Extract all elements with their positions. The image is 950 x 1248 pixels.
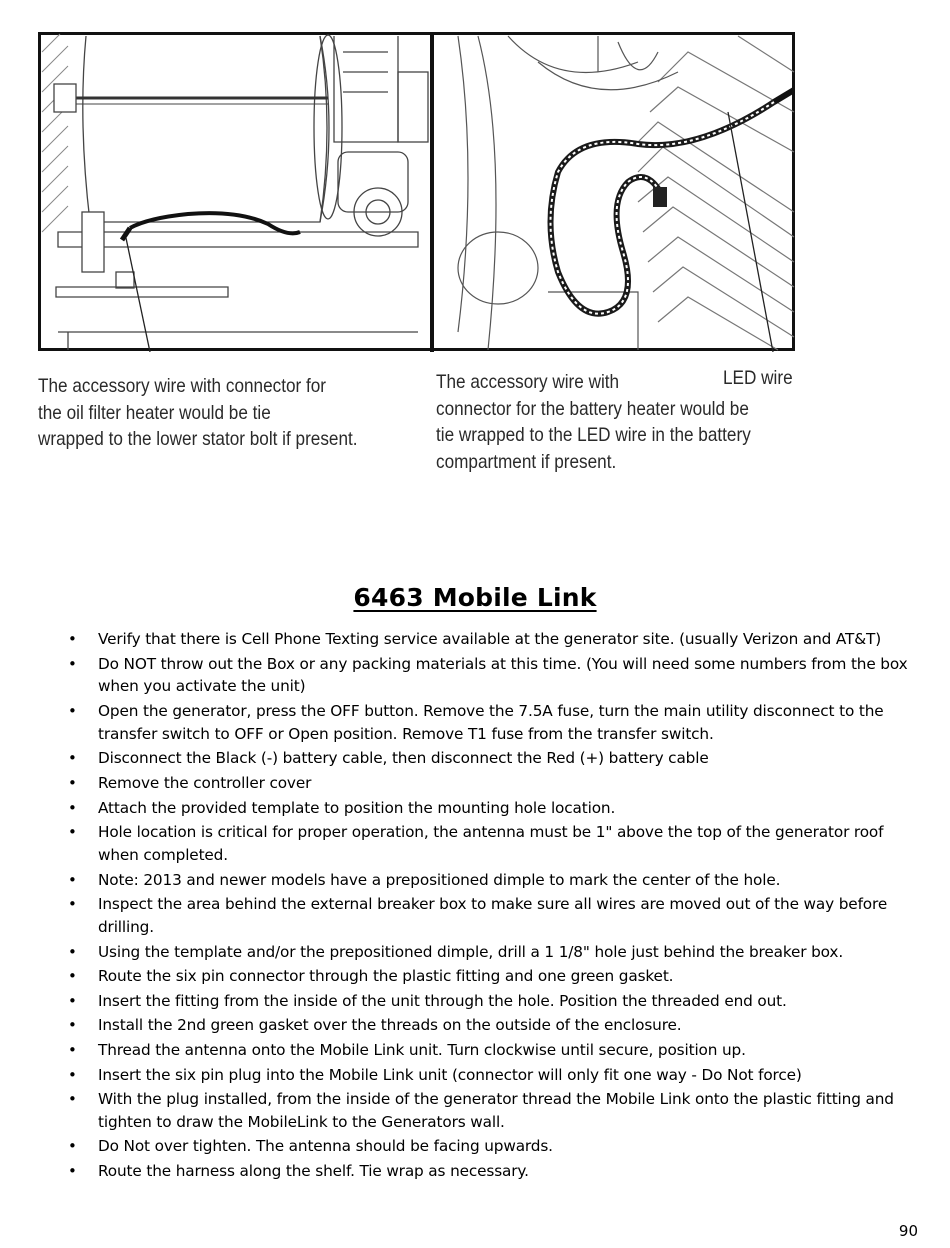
led-wire-label: LED wire (723, 367, 793, 389)
list-item: • Install the 2nd green gasket over the threads on the outside of the enclosure. (68, 1016, 682, 1035)
battery-heater-caption: The accessory wire with connector for the battery heater would be tie wrapped to the LED wire in the battery compartment if present. (436, 371, 751, 473)
oil-heater-caption: The accessory wire with connector for the oil filter heater would be tie wrapped to the lower stator bolt if present. (38, 375, 358, 450)
list-item: • Verify that there is Cell Phone Texting service available at the generator site. (usually Verizon and AT&T) (68, 630, 882, 648)
list-item: • Using the template and/or the prepositioned dimple, drill a 1 1/8" hole just behind the breaker box. (68, 942, 844, 961)
list-item: • Do NOT throw out the Box or any packing materials at this time. (You will need some numbers from the box when you activate the unit) (68, 654, 908, 696)
list-item: • Route the harness along the shelf. Tie wrap as necessary. (68, 1162, 529, 1181)
page-number: 90 (898, 1222, 918, 1240)
list-item: • Do Not over tighten. The antenna should be facing upwards. (68, 1137, 553, 1156)
list-item: • Open the generator, press the OFF button. Remove the 7.5A fuse, turn the main utility disconnect to the transfer switch to OFF or Open position. Remove T1 fuse from the transfer switch. (68, 701, 884, 743)
list-item: • Hole location is critical for proper operation, the antenna must be 1" above the top of the generator roof when completed. (68, 823, 884, 864)
list-item: • Route the six pin connector through the plastic fitting and one green gasket. (68, 967, 674, 986)
section-title: 6463 Mobile Link (353, 582, 597, 612)
list-item: • Note: 2013 and newer models have a prepositioned dimple to mark the center of the hole. (68, 870, 781, 889)
list-item: • Insert the fitting from the inside of the unit through the hole. Position the threaded end out. (68, 991, 787, 1010)
list-item: • Thread the antenna onto the Mobile Link unit. Turn clockwise until secure, position up. (68, 1040, 746, 1059)
generator-illustration (38, 32, 795, 352)
list-item: • Inspect the area behind the external breaker box to make sure all wires are moved out of the way before drilling. (68, 895, 888, 936)
list-item: • With the plug installed, from the inside of the generator thread the Mobile Link onto the plastic fitting and tighten to draw the MobileLink to the Generators wall. (68, 1090, 894, 1131)
list-item: • Disconnect the Black (-) battery cable, then disconnect the Red (+) battery cable (68, 749, 709, 768)
instruction-list (0, 628, 950, 1185)
list-item: • Attach the provided template to position the mounting hole location. (68, 798, 616, 817)
list-item: • Insert the six pin plug into the Mobile Link unit (connector will only fit one way - Do Not force) (68, 1065, 802, 1084)
list-item: • Remove the controller cover (68, 773, 312, 792)
